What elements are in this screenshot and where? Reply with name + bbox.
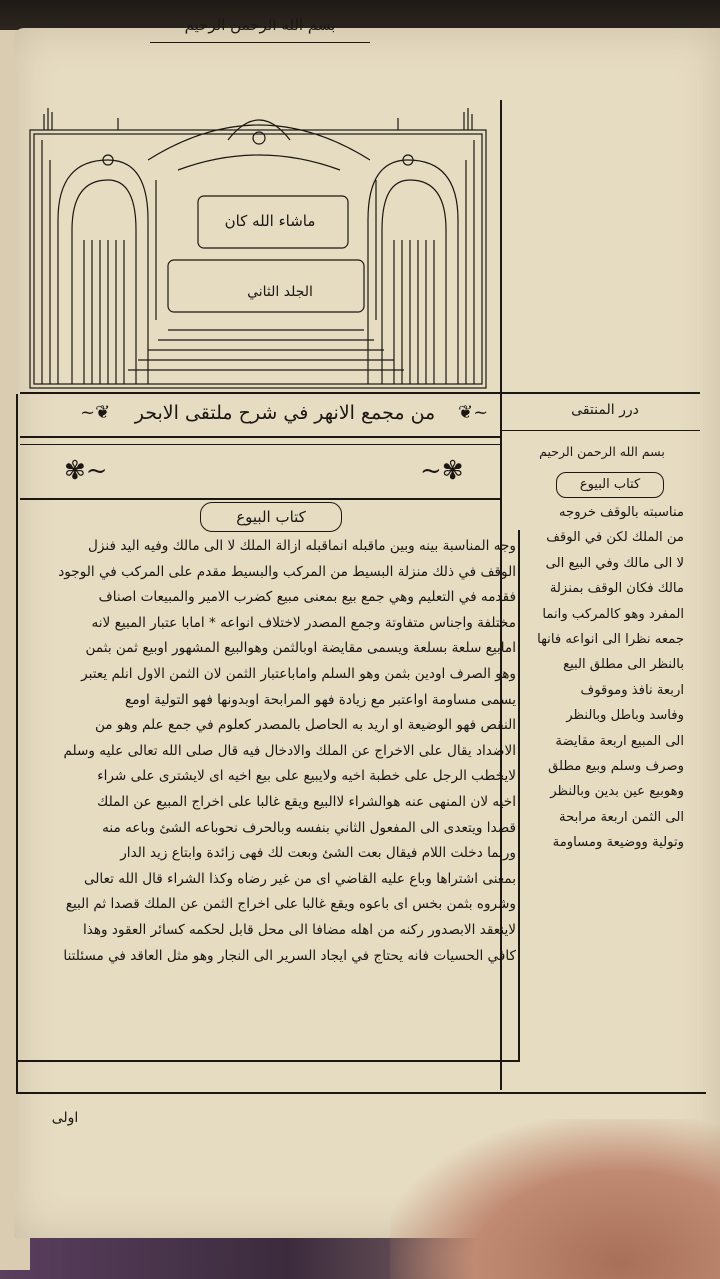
main-frame-bottom — [18, 1060, 520, 1062]
footer-rule — [16, 1092, 706, 1094]
side-text-line: مالك فكان الوقف بمنزلة — [549, 581, 684, 597]
main-text-line: يسمى مساومة اواعتبر مع زيادة فهو المرابحة اوبدونها فهو التولية اومع — [124, 691, 516, 708]
main-text-line: وهو الصرف اودين بثمن وهو السلم واماباعتبار الثمن لان الثمن الاول انلم يعتبر — [81, 665, 516, 682]
main-text-line: النقص فهو الوضيعة او اريد به الحاصل بالمصدر كعلوم في جمع علم وهو من — [94, 717, 516, 734]
main-text-line: وجه المناسبة بينه وبين ماقبله انماقبله ازالة الملك لا الى مالك وفيه اليد فنزل — [88, 538, 516, 554]
divider-top — [20, 392, 700, 394]
fleuron-right-icon: ❦~ — [458, 402, 489, 423]
side-text-line: وفاسد وباطل وبالنظر — [566, 708, 684, 724]
volume-label: الجلد الثاني — [247, 284, 313, 300]
side-chapter-title: كتاب البيوع — [556, 472, 664, 498]
side-text-line: الى الثمن اربعة مرابحة — [559, 809, 684, 825]
main-text-line: مختلفة واجناس متفاوتة وجمع المصدر لاختلاف انواعه * امابا عتبار المبيع لانه — [91, 614, 516, 631]
side-rule — [502, 430, 700, 431]
main-text-line: وشروه بثمن بخس اى باعوه ويقع غالبا على اخراج الثمن عن الملك قصدا ثم البيع — [65, 896, 516, 913]
side-text-line: وصرف وسلم وبيع مطلق — [548, 759, 684, 775]
side-text-block — [508, 500, 684, 856]
main-text-block — [18, 534, 516, 1054]
ornamental-header-frame — [28, 100, 490, 392]
book-title: من مجمع الانهر في شرح ملتقى الابحر — [134, 402, 436, 424]
main-text-line: قصدا ويتعدى الى المفعول الثاني بنفسه وبالحرف نحوباعه الشئ وباعه منه — [102, 819, 516, 836]
side-text-line: من الملك لكن في الوقف — [546, 530, 684, 546]
side-text-line: مناسبته بالوقف خروجه — [558, 505, 684, 520]
side-basmala: بسم الله الرحمن الرحيم — [539, 444, 665, 459]
main-text-line: كافي الحسيات فانه يحتاج في ايجاد السرير الى النجار وهو مثل العاقد في مسئلتنا — [63, 947, 516, 964]
divider-basmala-top — [20, 444, 500, 445]
basmala-ornament-left-icon: ✾~ — [64, 456, 108, 486]
side-text-line: اربعة نافذ وموقوف — [580, 682, 684, 698]
main-text-line: بمعنى اشتراها وباع عليه القاضي اى من غير رضاه وكذا الشراء قال الله تعالى — [83, 870, 516, 887]
thumb — [390, 1119, 720, 1279]
basmala: بسم الله الرحمن الرحيم — [150, 8, 370, 43]
side-text-line: لا الى مالك وفي البيع الى — [545, 555, 684, 571]
main-text-line: وربما دخلت اللام فيقال بعت الشئ وبعت لك فهى زائدة وابتاع زيد الدار — [120, 845, 516, 862]
divider-basmala-bottom — [20, 498, 500, 500]
fleuron-left-icon: ~❦ — [80, 402, 111, 423]
cartouche-top-text: ماشاء الله كان — [224, 212, 316, 230]
side-text-line: بالنظر الى مطلق البيع — [563, 657, 684, 673]
side-text-line: الى المبيع اربعة مقايضة — [555, 733, 684, 749]
main-text-line: اخيه لان المنهى عنه هوالشراء لاالبيع ويقع غالبا على اخراج المبيع عن الملك — [97, 793, 516, 810]
side-text-line: المفرد وهو كالمركب وانما — [542, 606, 684, 622]
main-text-line: لاينعقد الابصدور ركنه من اهله مضافا الى محل قابل لحكمه كسائر العقود وهذا — [82, 921, 516, 938]
main-text-line: الاضداد يقال على الاخراج عن الملك والادخال فيه قال صلى الله تعالى عليه وسلم — [63, 742, 516, 759]
side-header: درر المنتقى — [571, 402, 639, 418]
side-text-line: وتولية ووضيعة ومساومة — [552, 835, 684, 851]
basmala-ornament-right-icon: ~✾ — [420, 456, 464, 486]
chapter-title: كتاب البيوع — [200, 502, 342, 532]
main-text-line: امابيع سلعة بسلعة ويسمى مقايضة اوبالثمن وهوالبيع المشهور اوبيع ثمن بثمن — [85, 640, 516, 657]
signature-mark: اولى — [51, 1110, 79, 1126]
side-text-line: جمعه نظرا الى انواعه فانها — [537, 632, 684, 648]
main-text-line: الوقف في ذلك منزلة البسيط من المركب والبسيط مقدم على المركب في الوجود — [58, 563, 516, 580]
side-text-line: وهوبيع عين بدين وبالنظر — [550, 784, 684, 800]
divider-title-bottom — [20, 436, 500, 438]
main-text-line: لايخطب الرجل على خطبة اخيه ولايبيع على بيع اخيه اى لايشترى على شراء — [97, 768, 516, 785]
main-text-line: فقدمه في التعليم وهي جمع بيع بمعنى مبيع كضرب الامير والمبيعات اصناف — [98, 589, 516, 606]
